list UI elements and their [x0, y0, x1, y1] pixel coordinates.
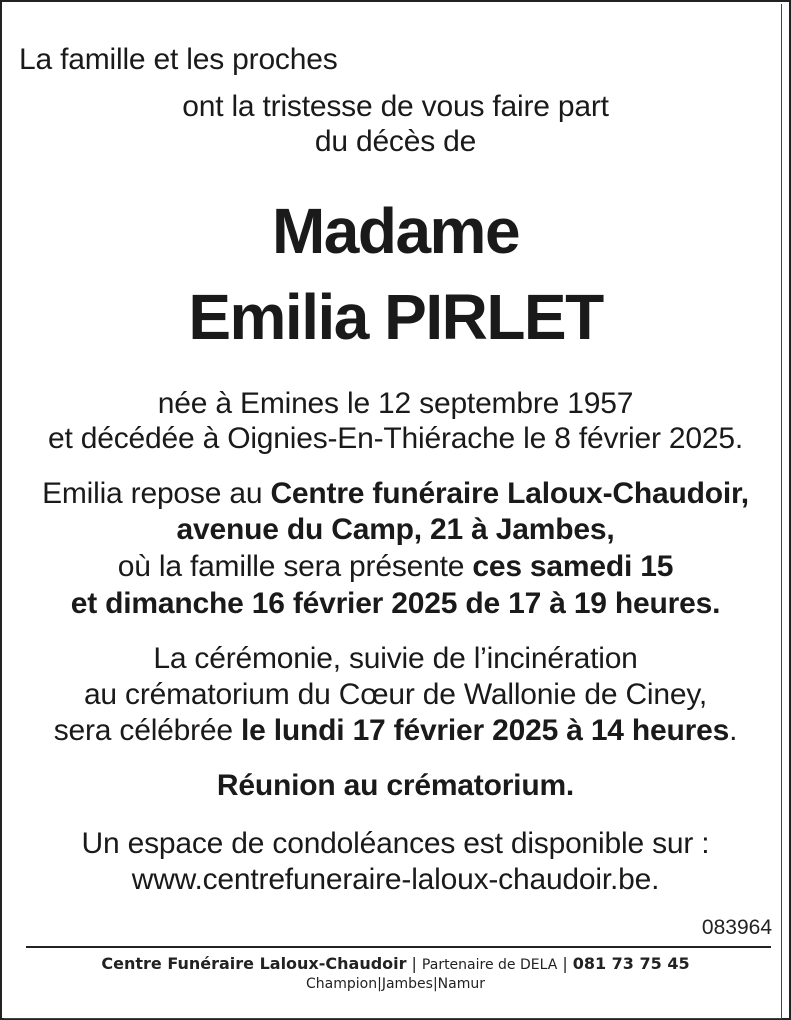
intro-line-2: ont la tristesse de vous faire part [182, 90, 609, 123]
ceremony-line-1: La cérémonie, suivie de l’incinération [153, 642, 638, 675]
footer-separator: | [432, 976, 438, 992]
ceremony-line-3 [0, 713, 791, 749]
deceased-name: Emilia PIRLET [188, 281, 603, 353]
ceremony-prefix: sera célébrée [53, 714, 242, 747]
condolences-line-1: Un espace de condoléances est disponible sur : [81, 827, 710, 860]
ceremony-period: . [729, 714, 738, 747]
footer-location-2: Jambes [381, 976, 433, 992]
footer-line-2 [0, 975, 791, 993]
footer-separator: | [377, 976, 382, 992]
birth-line: née à Emines le 12 septembre 1957 [157, 387, 634, 420]
funeral-center-name: Centre funéraire Laloux-Chaudoir, [270, 477, 749, 510]
condolences-url[interactable]: www.centrefuneraire-laloux-chaudoir.be. [131, 863, 660, 896]
reference-number: 083964 [701, 916, 772, 939]
ceremony-date: le lundi 17 février 2025 à 14 heures [241, 714, 730, 747]
deceased-title: Madame [271, 195, 520, 267]
visitation-line-3 [0, 549, 791, 585]
ceremony-line-2: au crématorium du Cœur de Wallonie de Ciney, [83, 678, 708, 711]
footer-company: Centre Funéraire Laloux-Chaudoir [101, 954, 407, 973]
footer-line-1 [0, 954, 791, 975]
footer-location-1: Champion [306, 976, 378, 992]
visitation-hours: et dimanche 16 février 2025 de 17 à 19 heures. [70, 587, 721, 620]
meeting-note: Réunion au crématorium. [216, 769, 575, 802]
intro-line-1: La famille et les proches [19, 43, 338, 76]
footer-partner: Partenaire de DELA [421, 957, 558, 973]
footer-divider [26, 946, 771, 948]
footer-separator: | [562, 954, 568, 973]
visitation-address: avenue du Camp, 21 à Jambes, [176, 513, 615, 546]
death-line: et décédée à Oignies-En-Thiérache le 8 février 2025. [47, 422, 743, 455]
family-present-text: où la famille sera présente [117, 550, 473, 583]
visitation-prefix: Emilia repose au [42, 477, 271, 510]
visitation-days: ces samedi 15 [472, 550, 674, 583]
footer-location-3: Namur [437, 976, 485, 992]
visitation-line-1 [0, 476, 791, 512]
footer-separator: | [411, 954, 417, 973]
intro-line-3: du décès de [314, 125, 477, 158]
footer-phone[interactable]: 081 73 75 45 [572, 954, 690, 973]
